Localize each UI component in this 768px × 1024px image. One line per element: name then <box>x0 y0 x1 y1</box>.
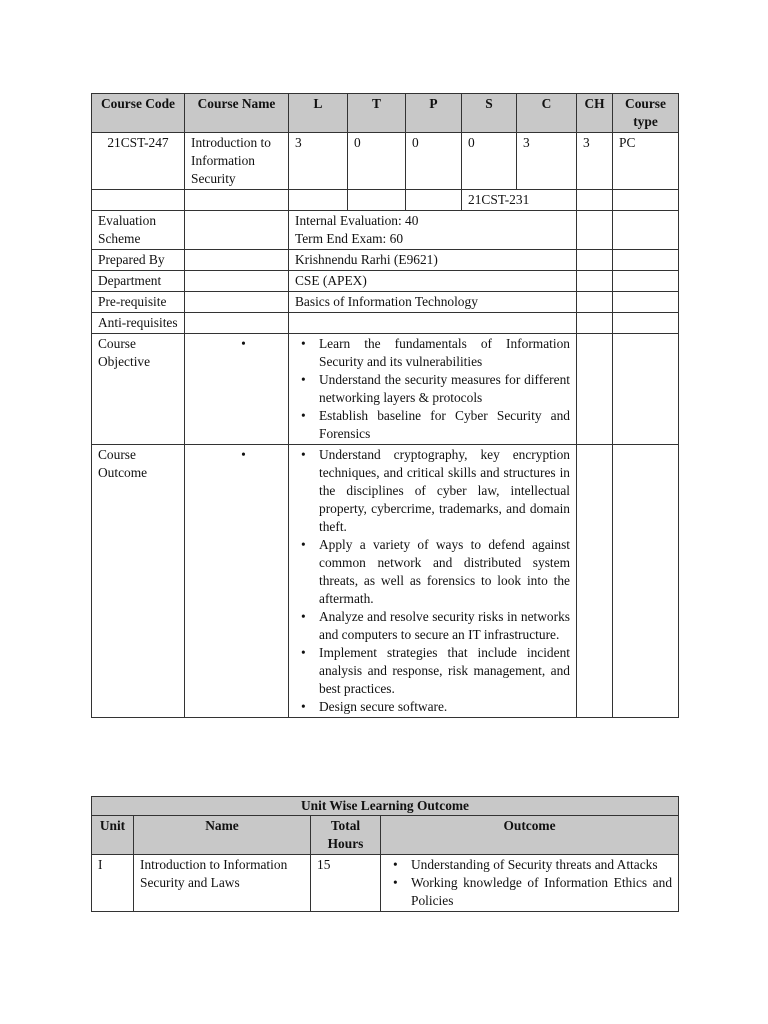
header-course-name: Course Name <box>185 94 289 133</box>
evaluation-label: Evaluation Scheme <box>92 211 185 250</box>
course-code: 21CST-247 <box>92 133 185 190</box>
unit-hours: 15 <box>311 855 381 912</box>
course-name: Introduction to Information Security <box>185 133 289 190</box>
header-course-code: Course Code <box>92 94 185 133</box>
course-objective-label: Course Objective <box>92 334 185 445</box>
course-objective-row <box>92 334 679 445</box>
list-item: • Working knowledge of Information Ethics and Policies <box>411 874 672 910</box>
course-header-row <box>92 94 679 133</box>
prepared-by-label: Prepared By <box>92 250 185 271</box>
anti-requisites-row <box>92 313 679 334</box>
course-outcome-row <box>92 445 679 718</box>
bullet-icon: • <box>241 447 246 462</box>
term-end-exam: Term End Exam: 60 <box>295 231 404 246</box>
internal-evaluation: Internal Evaluation: 40 <box>295 213 419 228</box>
list-item: • Implement strategies that include incident analysis and response, risk management, and best practices. <box>319 644 570 698</box>
value-t: 0 <box>348 133 406 190</box>
list-item: • Analyze and resolve security risks in networks and computers to secure an IT infrastructure. <box>319 608 570 644</box>
list-item: • Apply a variety of ways to defend against common network and distributed system threats, as well as forensics to look into the aftermath. <box>319 536 570 608</box>
value-c: 3 <box>517 133 577 190</box>
department-value: CSE (APEX) <box>289 271 577 292</box>
outcome-list <box>295 446 570 716</box>
course-outcome-label: Course Outcome <box>92 445 185 718</box>
header-s: S <box>462 94 517 133</box>
anti-requisites-label: Anti-requisites <box>92 313 185 334</box>
header-outcome: Outcome <box>381 816 679 855</box>
unit-name: Introduction to Information Security and Laws <box>134 855 311 912</box>
header-t: T <box>348 94 406 133</box>
value-course-type: PC <box>613 133 679 190</box>
department-row <box>92 271 679 292</box>
list-item: • Understand the security measures for different networking layers & protocols <box>319 371 570 407</box>
unit-number: I <box>92 855 134 912</box>
header-l: L <box>289 94 348 133</box>
unit-header-row <box>92 816 679 855</box>
course-details-table <box>91 93 679 718</box>
list-item: • Understanding of Security threats and Attacks <box>411 856 672 874</box>
list-item: • Establish baseline for Cyber Security and Forensics <box>319 407 570 443</box>
header-p: P <box>406 94 462 133</box>
list-item: • Learn the fundamentals of Information Security and its vulnerabilities <box>319 335 570 371</box>
course-row <box>92 133 679 190</box>
extra-course-code: 21CST-231 <box>462 190 577 211</box>
prerequisite-label: Pre-requisite <box>92 292 185 313</box>
prepared-by-row <box>92 250 679 271</box>
value-s: 0 <box>462 133 517 190</box>
unit-table-title-row <box>92 797 679 816</box>
bullet-icon: • <box>241 336 246 351</box>
table-row <box>92 855 679 912</box>
header-course-type: Course type <box>613 94 679 133</box>
header-total-hours: Total Hours <box>311 816 381 855</box>
evaluation-row <box>92 211 679 250</box>
header-name: Name <box>134 816 311 855</box>
prerequisite-value: Basics of Information Technology <box>289 292 577 313</box>
extra-code-row <box>92 190 679 211</box>
value-ch: 3 <box>577 133 613 190</box>
list-item: • Design secure software. <box>319 698 570 716</box>
unit-outcome-table <box>91 796 679 912</box>
header-ch: CH <box>577 94 613 133</box>
unit-outcome-list <box>387 856 672 910</box>
header-c: C <box>517 94 577 133</box>
evaluation-scheme <box>289 211 577 250</box>
unit-table-title: Unit Wise Learning Outcome <box>92 797 679 816</box>
value-l: 3 <box>289 133 348 190</box>
objective-list <box>295 335 570 443</box>
department-label: Department <box>92 271 185 292</box>
list-item: • Understand cryptography, key encryption techniques, and critical skills and structures in the disciplines of cyber law, intellectual property, cybercrime, trademarks, and domain theft. <box>319 446 570 536</box>
prerequisite-row <box>92 292 679 313</box>
value-p: 0 <box>406 133 462 190</box>
header-unit: Unit <box>92 816 134 855</box>
prepared-by-value: Krishnendu Rarhi (E9621) <box>289 250 577 271</box>
